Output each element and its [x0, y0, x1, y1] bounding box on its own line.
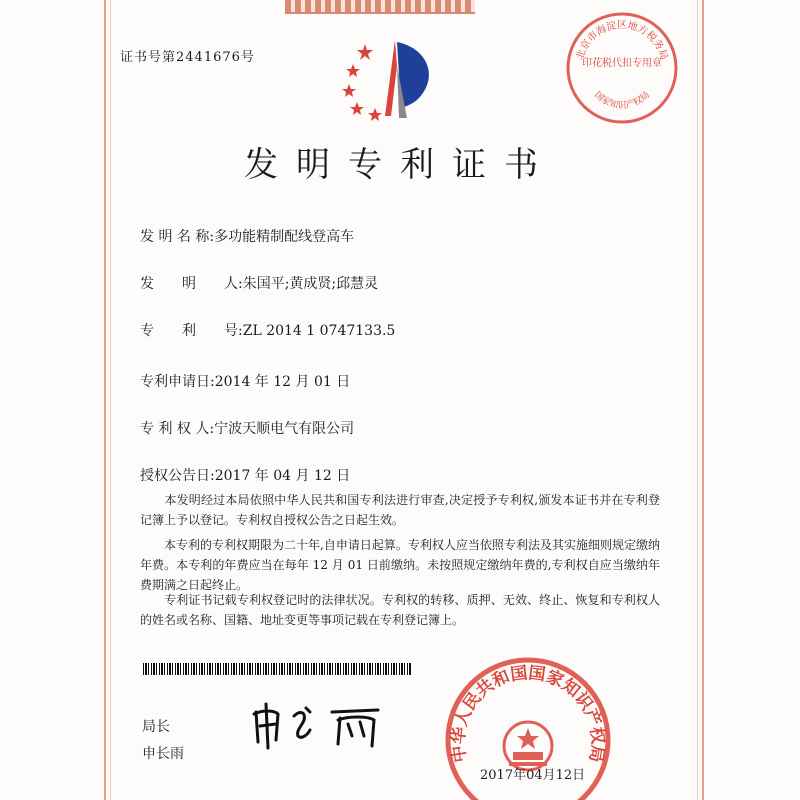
field-value: 2014 年 12 月 01 日: [214, 374, 351, 390]
field-application-date: [140, 371, 350, 391]
svg-text:国家知识产权局: [592, 89, 652, 111]
certificate-number: 证书号第2441676号: [120, 50, 255, 65]
tax-seal-ring-text: 北京市海淀区地方税务局: [574, 20, 670, 62]
logo-star-5: [368, 108, 382, 121]
field-label: 发 明 名 称:: [140, 229, 215, 245]
field-label: 授权公告日:: [140, 468, 215, 484]
field-value: 多功能精制配线登高车: [214, 229, 355, 245]
field-invention-name: [140, 226, 354, 246]
logo-star-3: [342, 84, 356, 97]
logo-red-stroke: [385, 40, 397, 116]
field-value: ZL 2014 1 0747133.5: [242, 323, 396, 339]
paragraph-grant-notice: 本发明经过本局依照中华人民共和国专利法进行审查,决定授予专利权,颁发本证书并在专利登记簿上予以登记。专利权自授权公告之日起生效。: [140, 493, 660, 527]
issue-date: 2017年04月12日: [480, 768, 586, 783]
logo-star-1: [357, 44, 373, 60]
seal-ring-text: 中华人民共和国国家知识产权局: [448, 663, 608, 764]
national-emblem-icon: [504, 722, 552, 770]
field-value: 宁波天顺电气有限公司: [214, 421, 355, 437]
paragraph-term-notice: 本专利的专利权期限为二十年,自申请日起算。专利权人应当依照专利法及其实施细则规定缴纳年费。本专利的年费应当在每年 12 月 01 日前缴纳。未按照规定缴纳年费的,专利权自应当缴纳年费期满之日起终止。: [140, 538, 660, 592]
top-ornament: [285, 0, 475, 14]
field-value: 2017 年 04 月 12 日: [214, 468, 351, 484]
field-grant-date: [140, 465, 350, 485]
field-label: 专 利 号:: [140, 323, 243, 339]
patent-office-logo: [335, 36, 445, 126]
barcode: [143, 663, 411, 675]
field-patentee: [140, 418, 354, 438]
handwritten-signature: [248, 700, 398, 750]
tax-seal-center-text: 印花税代扣专用章: [582, 58, 662, 69]
logo-star-4: [350, 102, 364, 115]
tax-seal: [562, 8, 682, 128]
field-inventors: [140, 273, 378, 293]
field-label: 专利申请日:: [140, 374, 215, 390]
logo-star-2: [346, 64, 360, 77]
field-patent-number: [140, 320, 395, 340]
field-label: 专 利 权 人:: [140, 421, 215, 437]
director-title: 局长: [142, 719, 170, 735]
svg-text:中华人民共和国国家知识产权局: [448, 663, 609, 764]
certificate-title: 发明专利证书: [244, 145, 556, 185]
tax-seal-bottom-text: 国家知识产权局: [592, 90, 652, 111]
field-value: 朱国平;黄成贤;邱慧灵: [242, 276, 379, 292]
field-label: 发 明 人:: [140, 276, 243, 292]
director-name: 申长雨: [142, 746, 184, 762]
paragraph-legal-status: 专利证书记载专利权登记时的法律状况。专利权的转移、质押、无效、终止、恢复和专利权人的姓名或名称、国籍、地址变更等事项记载在专利登记簿上。: [140, 593, 660, 627]
